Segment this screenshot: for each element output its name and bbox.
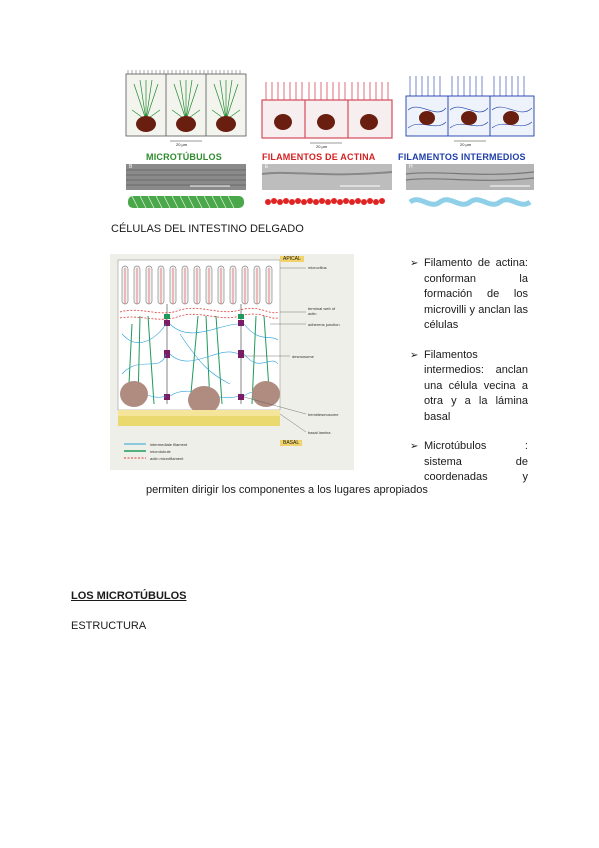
panel-scale-1: 20 µm — [176, 142, 188, 147]
label-adherens-junction: adherens junction — [308, 322, 340, 327]
bullet-microtubules-text: Microtúbulos : sistema de coordenadas y — [424, 440, 528, 483]
micrographs — [126, 164, 534, 190]
micrograph-tag-2: E — [265, 164, 269, 170]
figure-caption: CÉLULAS DEL INTESTINO DELGADO — [111, 223, 304, 235]
bullet-actin — [410, 256, 528, 334]
bullet-actin-text: Filamento de actina: conforman la formación de los microvilli y anclan las células — [424, 257, 528, 331]
cytoskeleton-figure — [120, 70, 540, 218]
section-subheading: ESTRUCTURA — [71, 620, 147, 632]
arrow-bullet-icon: ➢ — [410, 441, 419, 452]
legend-microtubule: microtubule — [150, 449, 171, 454]
cytoskeleton-bullet-list — [410, 256, 528, 500]
basal-tag: BASAL — [280, 440, 302, 446]
intestinal-cell-diagram-art — [110, 254, 354, 470]
filament-models — [128, 196, 530, 208]
legend-intermediate: intermediate filament — [150, 442, 188, 447]
legend-actin: actin microfilament — [150, 456, 184, 461]
intestinal-cell-diagram — [110, 254, 354, 470]
label-desmosome: desmosome — [292, 354, 314, 359]
bullet-intermediate — [410, 348, 528, 426]
panel-title-actin: FILAMENTOS DE ACTINA — [262, 152, 376, 162]
section-heading: LOS MICROTÚBULOS — [71, 590, 187, 602]
panel-scale-3: 20 µm — [460, 142, 472, 147]
label-microvillus: microvillus — [308, 265, 327, 270]
arrow-bullet-icon: ➢ — [410, 258, 419, 269]
micrograph-tag-1: B — [129, 164, 133, 170]
micrograph-tag-3: H — [409, 164, 413, 170]
label-basal-lamina: basal lamina — [308, 430, 331, 435]
bullet-continuation: permiten dirigir los componentes a los lugares apropiados — [146, 484, 428, 496]
panel-title-intermediate: FILAMENTOS INTERMEDIOS — [398, 152, 526, 162]
intermediate-cells-drawing — [406, 76, 534, 141]
microtubule-cells-drawing — [126, 70, 246, 141]
label-terminal-web: terminal web of actin — [308, 306, 336, 316]
bullet-microtubules — [410, 439, 528, 486]
bullet-intermediate-text: Filamentos intermedios: anclan una célula vecina a otra y a la lámina basal — [424, 348, 528, 423]
panel-scale-2: 20 µm — [316, 144, 328, 149]
arrow-bullet-icon: ➢ — [410, 349, 419, 361]
apical-tag: APICAL — [280, 256, 304, 262]
panel-title-microtubules: MICROTÚBULOS — [146, 152, 222, 162]
label-hemidesmosome: hemidesmosome — [308, 412, 339, 417]
actin-cells-drawing — [262, 82, 392, 143]
